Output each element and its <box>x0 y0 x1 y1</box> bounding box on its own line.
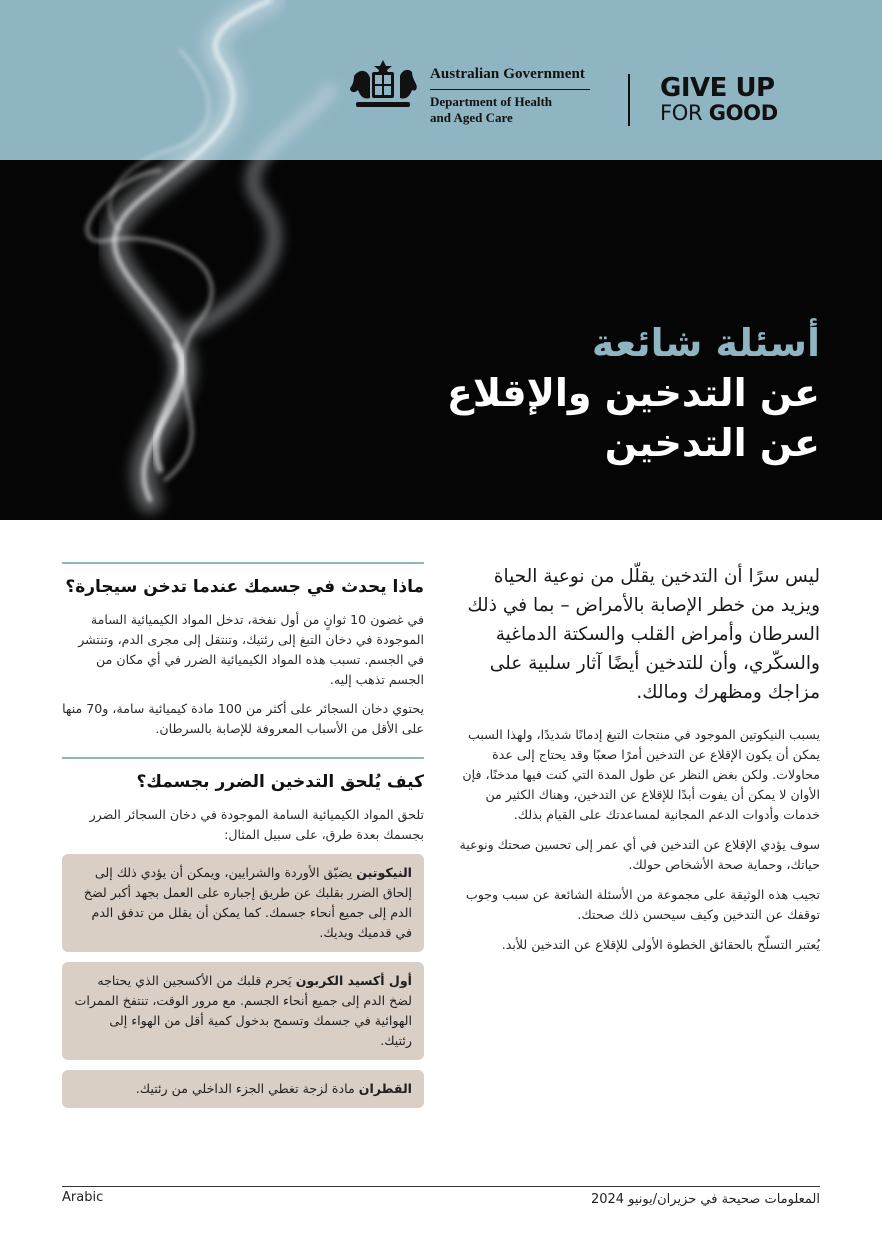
title-line-2: عن التدخين والإقلاع <box>446 371 820 415</box>
tar-text: مادة لزجة تغطي الجزء الداخلي من رئتيك. <box>135 1081 359 1096</box>
title-line-1: أسئلة شائعة <box>591 321 820 365</box>
dept-line-1: Department of Health <box>430 94 553 109</box>
campaign-line-1: GIVE UP <box>660 73 775 103</box>
campaign-line-2 <box>660 101 830 125</box>
coat-of-arms-icon <box>346 58 420 116</box>
carbon-monoxide-term: أول أكسيد الكربون <box>295 973 412 988</box>
intro-column <box>458 562 820 965</box>
intro-paragraph-1: يسبب النيكوتين الموجود في منتجات التبغ إدمانًا شديدًا، ولهذا السبب يمكن أن يكون الإقلاع عن التدخين أمرًا صعبًا وقد يحتاج إلى عدة محاولات. ولكن بغض النظر عن طول المدة التي كنت فيها مدخنًا، فإن الأوان لا يمكن أن يفوت أبدًا للإقلاع عن التدخين، وهناك الكثير من خدمات وأدوات الدعم المجانية لمساعدتك على القيام بذلك. <box>462 727 820 822</box>
section-1-paragraph-1: في غضون 10 ثوانٍ من أول نفخة، تدخل المواد الكيميائية السامة الموجودة في دخان التبغ إلى رئتيك، وتنتقل إلى مجرى الدم، وتنتشر في الجسم. تسبب هذه المواد الكيميائية الضرر في أي مكان من الجسم تذهب إليه. <box>78 612 424 687</box>
logo-divider <box>628 74 630 126</box>
gov-title: Australian Government <box>430 66 590 90</box>
intro-lead: ليس سرًا أن التدخين يقلّل من نوعية الحياة ويزيد من خطر الإصابة بالأمراض – بما في ذلك السرطان وأمراض القلب والسكتة الدماغية والسكّري، وأن للتدخين أيضًا آثار سلبية على مزاجك ومظهرك ومالك. <box>467 566 820 703</box>
nicotine-box <box>62 854 424 952</box>
nicotine-term: النيكوتين <box>356 865 412 880</box>
page-title <box>400 318 820 468</box>
section-2-heading: كيف يُلحق التدخين الضرر بجسمك؟ <box>136 772 424 792</box>
footer-accuracy-date: المعلومات صحيحة في حزيران/يونيو 2024 <box>590 1192 820 1207</box>
title-line-3: عن التدخين <box>604 421 820 465</box>
faq-column <box>62 562 424 1118</box>
footer-language: Arabic <box>62 1190 104 1205</box>
campaign-for: FOR <box>660 101 709 125</box>
footer-rule <box>62 1186 820 1187</box>
carbon-monoxide-text: يَحرم قلبك من الأكسجين الذي يحتاجه لضخ الدم إلى جميع أنحاء الجسم. مع مرور الوقت، تنتفخ الممرات الهوائية في جسمك وتسمح بدخول كمية أقل من الهواء إلى رئتيك. <box>74 973 412 1048</box>
dept-line-2: and Aged Care <box>430 110 513 125</box>
carbon-monoxide-box <box>62 962 424 1060</box>
section-2-intro: تلحق المواد الكيميائية السامة الموجودة في دخان السجائر الضرر بجسمك بعدة طرق، على سبيل المثال: <box>89 807 424 842</box>
section-1-paragraph-2: يحتوي دخان السجائر على أكثر من 100 مادة كيميائية سامة، و70 منها على الأقل من الأسباب المعروفة للإصابة بالسرطان. <box>62 701 424 736</box>
campaign-logo <box>660 75 830 125</box>
intro-paragraph-2: سوف يؤدي الإقلاع عن التدخين في أي عمر إلى تحسين صحتك ونوعية حياتك، وحماية صحة الأشخاص حولك. <box>459 837 820 872</box>
campaign-good: GOOD <box>708 101 778 125</box>
tar-box <box>62 1070 424 1108</box>
tar-term: القطران <box>358 1081 412 1096</box>
intro-paragraph-4: يُعتبر التسلّح بالحقائق الخطوة الأولى للإقلاع عن التدخين للأبد. <box>501 937 820 952</box>
section-1-rule <box>62 562 424 564</box>
government-logo <box>346 58 590 128</box>
section-2-rule <box>62 757 424 759</box>
nicotine-text: يضيّق الأوردة والشرايين، ويمكن أن يؤدي ذلك إلى إلحاق الضرر بقلبك عن طريق إجباره على العمل بجهد أكبر لضخ الدم إلى جميع أنحاء جسمك. كما يمكن أن يقلل من تدفق الدم في قدميك ويديك. <box>83 865 412 940</box>
section-1-heading: ماذا يحدث في جسمك عندما تدخن سيجارة؟ <box>65 577 424 597</box>
intro-paragraph-3: تجيب هذه الوثيقة على مجموعة من الأسئلة الشائعة عن سبب وجوب توقفك عن التدخين وكيف سيحسن ذلك صحتك. <box>465 887 820 922</box>
